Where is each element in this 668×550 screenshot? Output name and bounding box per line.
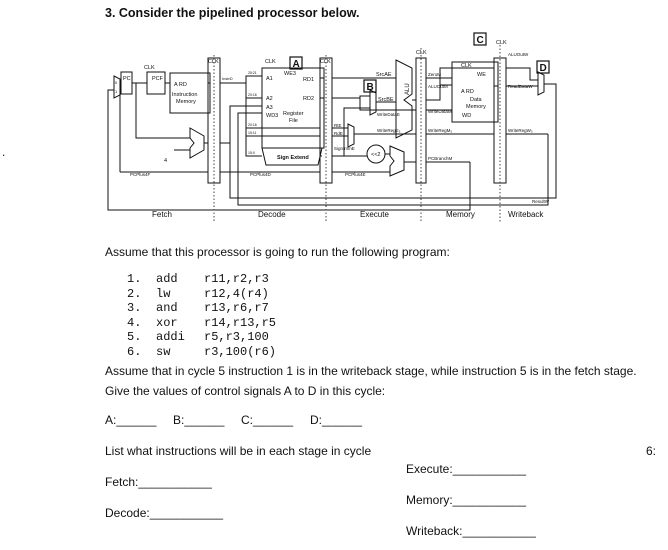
clk-label-1: CLK xyxy=(144,65,155,71)
resultw-label: ResultW xyxy=(532,199,550,204)
answer-d[interactable]: D:______ xyxy=(310,413,363,427)
pcplus4e-label: PCPlus4E xyxy=(345,172,366,177)
wd-label: WD xyxy=(462,113,472,119)
clk-label-5: CLK xyxy=(416,50,427,56)
clk-label-2: CLK xyxy=(208,59,219,65)
a3-label: A3 xyxy=(266,105,273,111)
wd3-label: WD3 xyxy=(266,113,279,119)
aluoutm-label: ALUOutM xyxy=(428,84,448,89)
regdst-mux xyxy=(348,124,354,147)
four-label: 4 xyxy=(164,158,168,164)
stage-writeback: Writeback xyxy=(508,210,544,219)
dmem-label-2: Memory xyxy=(466,104,486,110)
imem-ports: A RD xyxy=(174,82,187,88)
srcbe-label: SrcBE xyxy=(378,97,394,103)
bits-20-16: 20:16 xyxy=(248,93,257,97)
pc-plus4-adder xyxy=(190,128,204,158)
fetch-answer[interactable]: Fetch:___________ xyxy=(105,475,212,489)
readdataw-label: ReadDataW xyxy=(508,84,533,89)
cycle-text-1: Assume that in cycle 5 instruction 1 is in the writeback stage, while instruction 5 is in the fetch stage. xyxy=(105,364,637,378)
assume-text: Assume that this processor is going to run the following program: xyxy=(105,245,450,259)
srcae-label: SrcAE xyxy=(376,72,392,78)
we-label: WE xyxy=(477,72,486,78)
rde-label: RdE xyxy=(334,131,343,136)
clk-label-7: CLK xyxy=(496,40,507,46)
pc-mux-1: 1 xyxy=(115,89,118,94)
data-memory xyxy=(452,62,498,122)
sign-extend-label: Sign Extend xyxy=(277,155,309,161)
pcplus4d-label: PCPlus4D xyxy=(250,172,271,177)
rd1-label: RD1 xyxy=(303,77,315,83)
pc-mux-0: 0 xyxy=(115,80,118,85)
question-title: 3. Consider the pipelined processor below. xyxy=(105,6,360,20)
memory-answer[interactable]: Memory:___________ xyxy=(406,493,527,507)
bits-15-11: 15:11 xyxy=(248,131,257,135)
page-number: 6: xyxy=(646,444,657,458)
writedatam-label: WriteDataM xyxy=(428,109,452,114)
imem-label-2: Memory xyxy=(176,99,196,105)
marker-b: B xyxy=(366,82,374,93)
marker-a: A xyxy=(292,59,300,70)
shift-label: <<2 xyxy=(371,152,381,158)
instrd-label: InstrD xyxy=(222,76,233,81)
clk-label-3: CLK xyxy=(265,59,276,65)
a1-label: A1 xyxy=(266,76,273,82)
clk-label-4: CLK xyxy=(320,59,331,65)
we3-label: WE3 xyxy=(284,71,296,77)
rd2-label: RD2 xyxy=(303,96,315,102)
pcf-label: PCF xyxy=(152,76,163,82)
alu xyxy=(396,60,412,138)
pcbranchm-label: PCBranchM xyxy=(428,156,453,161)
list-text: List what instructions will be in each stage in cycle xyxy=(105,444,372,458)
regfile-label-2: File xyxy=(289,118,298,124)
bits-25-21: 25:21 xyxy=(248,71,257,75)
writeregw-label: WriteRegW₅ xyxy=(508,128,533,133)
pipeline-diagram xyxy=(0,0,668,230)
marker-d: D xyxy=(539,63,547,74)
dmem-ports: A RD xyxy=(461,89,474,95)
writedatae-label: WriteDataE xyxy=(377,112,400,117)
result-mux xyxy=(538,72,544,95)
dmem-label: Data xyxy=(470,97,482,103)
bits-20-16b: 20:16 xyxy=(248,123,257,127)
aluoutw-label: ALUOutW xyxy=(508,52,529,57)
decode-answer[interactable]: Decode:___________ xyxy=(105,506,224,520)
a2-label: A2 xyxy=(266,96,273,102)
branch-adder xyxy=(390,146,404,176)
answer-b[interactable]: B:______ xyxy=(173,413,225,427)
imem-label: Instruction xyxy=(172,92,198,98)
stage-execute: Execute xyxy=(360,210,389,219)
writeregm-label: WriteRegM₅ xyxy=(428,128,453,133)
stage-fetch: Fetch xyxy=(152,210,173,219)
writeback-answer[interactable]: Writeback:___________ xyxy=(406,524,536,538)
zerom-label: ZeroM xyxy=(428,72,442,77)
answer-c[interactable]: C:______ xyxy=(241,413,294,427)
writerege-label: WriteRegE₅ xyxy=(377,128,401,133)
bits-15-0: 15:0 xyxy=(248,151,255,155)
signimme-label: SignImmE xyxy=(334,146,355,151)
srcb-mux xyxy=(370,90,376,115)
execute-answer[interactable]: Execute:___________ xyxy=(406,462,527,476)
side-mark: . xyxy=(2,145,6,159)
program-listing: 1. add r11,r2,r3 2. lw r12,4(r4) 3. and r13,r6,r7 4. xor r14,r13,r5 5. addi r5,r3,100 6. sw r3,100(r6) xyxy=(127,272,277,359)
pc-label: PC xyxy=(123,76,131,82)
alu-label: ALU xyxy=(405,83,411,95)
pcplus4f-label: PCPlus4F xyxy=(130,172,151,177)
stage-decode: Decode xyxy=(258,210,286,219)
stage-memory: Memory xyxy=(446,210,475,219)
clk-label-6: CLK xyxy=(461,63,472,69)
rte-label: RtE xyxy=(334,123,342,128)
marker-c: C xyxy=(476,35,484,46)
cycle-text-2: Give the values of control signals A to D in this cycle: xyxy=(105,384,386,398)
regfile-label: Register xyxy=(283,111,304,117)
answer-a[interactable]: A:______ xyxy=(105,413,157,427)
